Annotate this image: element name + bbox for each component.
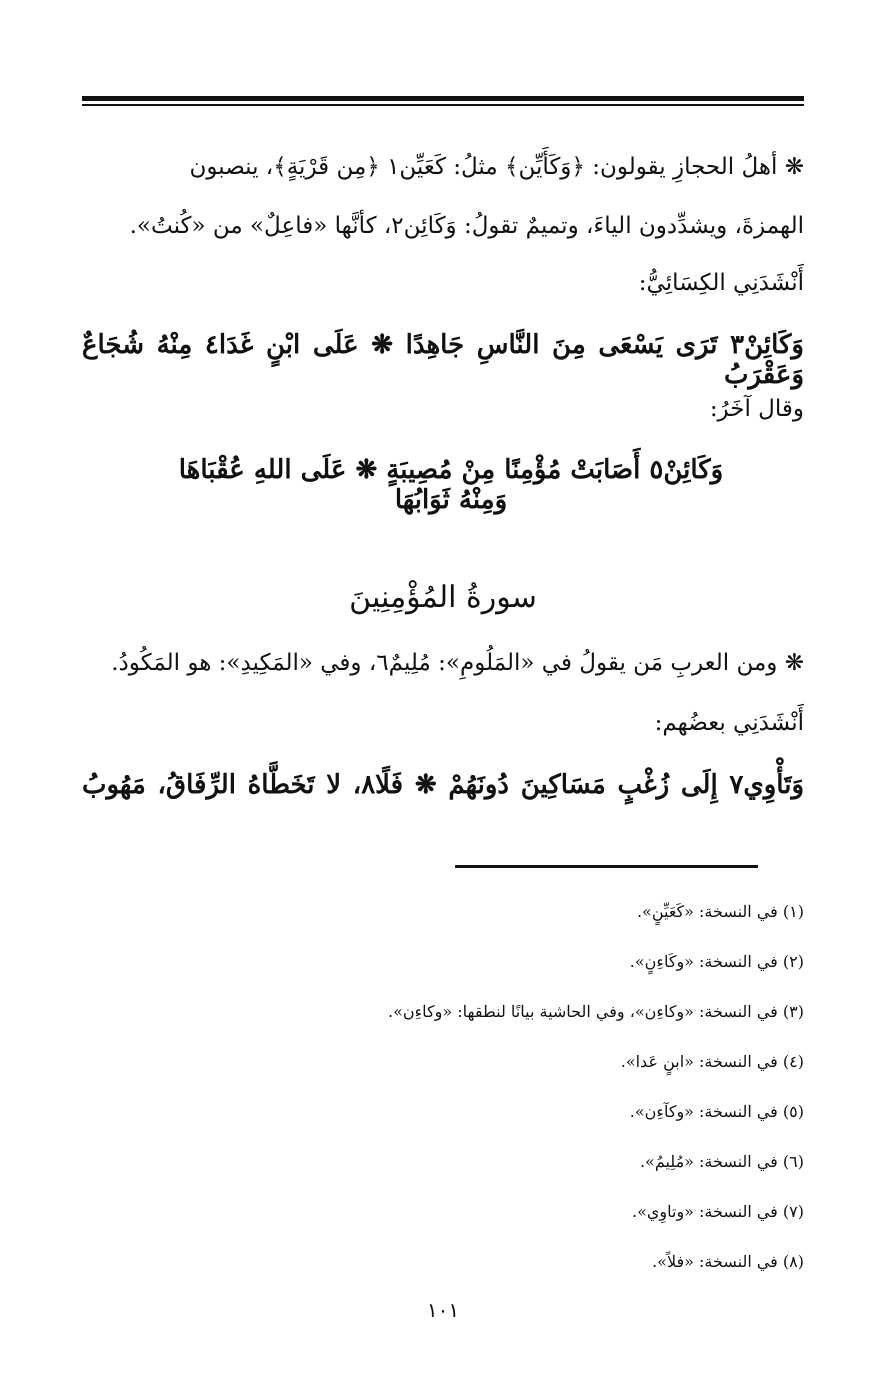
footnote-1: (١) في النسخة: «كَعَيِّنٍ». (636, 902, 804, 921)
surah-title: سورةُ المُؤْمِنِينَ (349, 580, 537, 615)
verse-3: وَتَأْوِي٧ إِلَى زُغْبٍ مَسَاكِينَ دُونَهُمْ ❋ فَلًا٨، لا تَخَطَّاهُ الرِّفَاقُ، مَهُوبُ (82, 770, 804, 800)
footnote-separator (455, 865, 758, 868)
footnote-3: (٣) في النسخة: «وكاءِن»، وفي الحاشية بيانًا لنطقها: «وكاءِن». (388, 1002, 804, 1021)
verse-1: وَكَائِنْ٣ تَرَى يَسْعَى مِنَ النَّاسِ جَاهِدًا ❋ عَلَى ابْنٍ غَدَا٤ مِنْهُ شُجَاعٌ وَعَقْرَبُ (82, 330, 804, 390)
header-rule-thick (82, 96, 804, 101)
footnote-6: (٦) في النسخة: «مُلِيمُ». (639, 1152, 804, 1171)
page-number: ١٠١ (426, 1298, 460, 1322)
paragraph-hijaz-line1: ❋ أهلُ الحجازِ يقولون: ﴿وَكَأَيِّن﴾ مثلُ: كَعَيِّن١ ﴿مِن قَرْيَةٍ﴾، ينصبون (189, 154, 804, 180)
footnote-8: (٨) في النسخة: «فلاً». (652, 1252, 804, 1271)
paragraph-hijaz-line2: الهمزةَ، ويشدِّدون الياءَ، وتميمٌ تقولُ: وَكَائِن٢، كأنَّها «فاعِلٌ» من «كُنتُ». (129, 213, 804, 239)
verse-intro-some: أَنْشَدَنِي بعضُهم: (654, 710, 804, 736)
verse-2: وَكَائِنْ٥ أَصَابَتْ مُؤْمِنًا مِنْ مُصِيبَةٍ ❋ عَلَى اللهِ عُقْبَاهَا وَمِنْهُ ثَوَابُهَا (178, 455, 724, 515)
verse-intro-kisai: أَنْشَدَنِي الكِسَائِيُّ: (638, 270, 804, 296)
footnote-5: (٥) في النسخة: «وكآءِن». (629, 1102, 804, 1121)
footnote-7: (٧) في النسخة: «وتاوِي». (631, 1202, 804, 1221)
verse-intro-other: وقال آخَرُ: (709, 396, 804, 422)
paragraph-arabs: ❋ ومن العربِ مَن يقولُ في «المَلُومِ»: مُلِيمٌ٦، وفي «المَكِيدِ»: هو المَكُودُ. (111, 650, 804, 676)
footnote-4: (٤) في النسخة: «ابنٍ عَدا». (620, 1052, 804, 1071)
footnote-2: (٢) في النسخة: «وكَاءِنٍ». (629, 952, 804, 971)
header-rule-thin (82, 104, 804, 106)
